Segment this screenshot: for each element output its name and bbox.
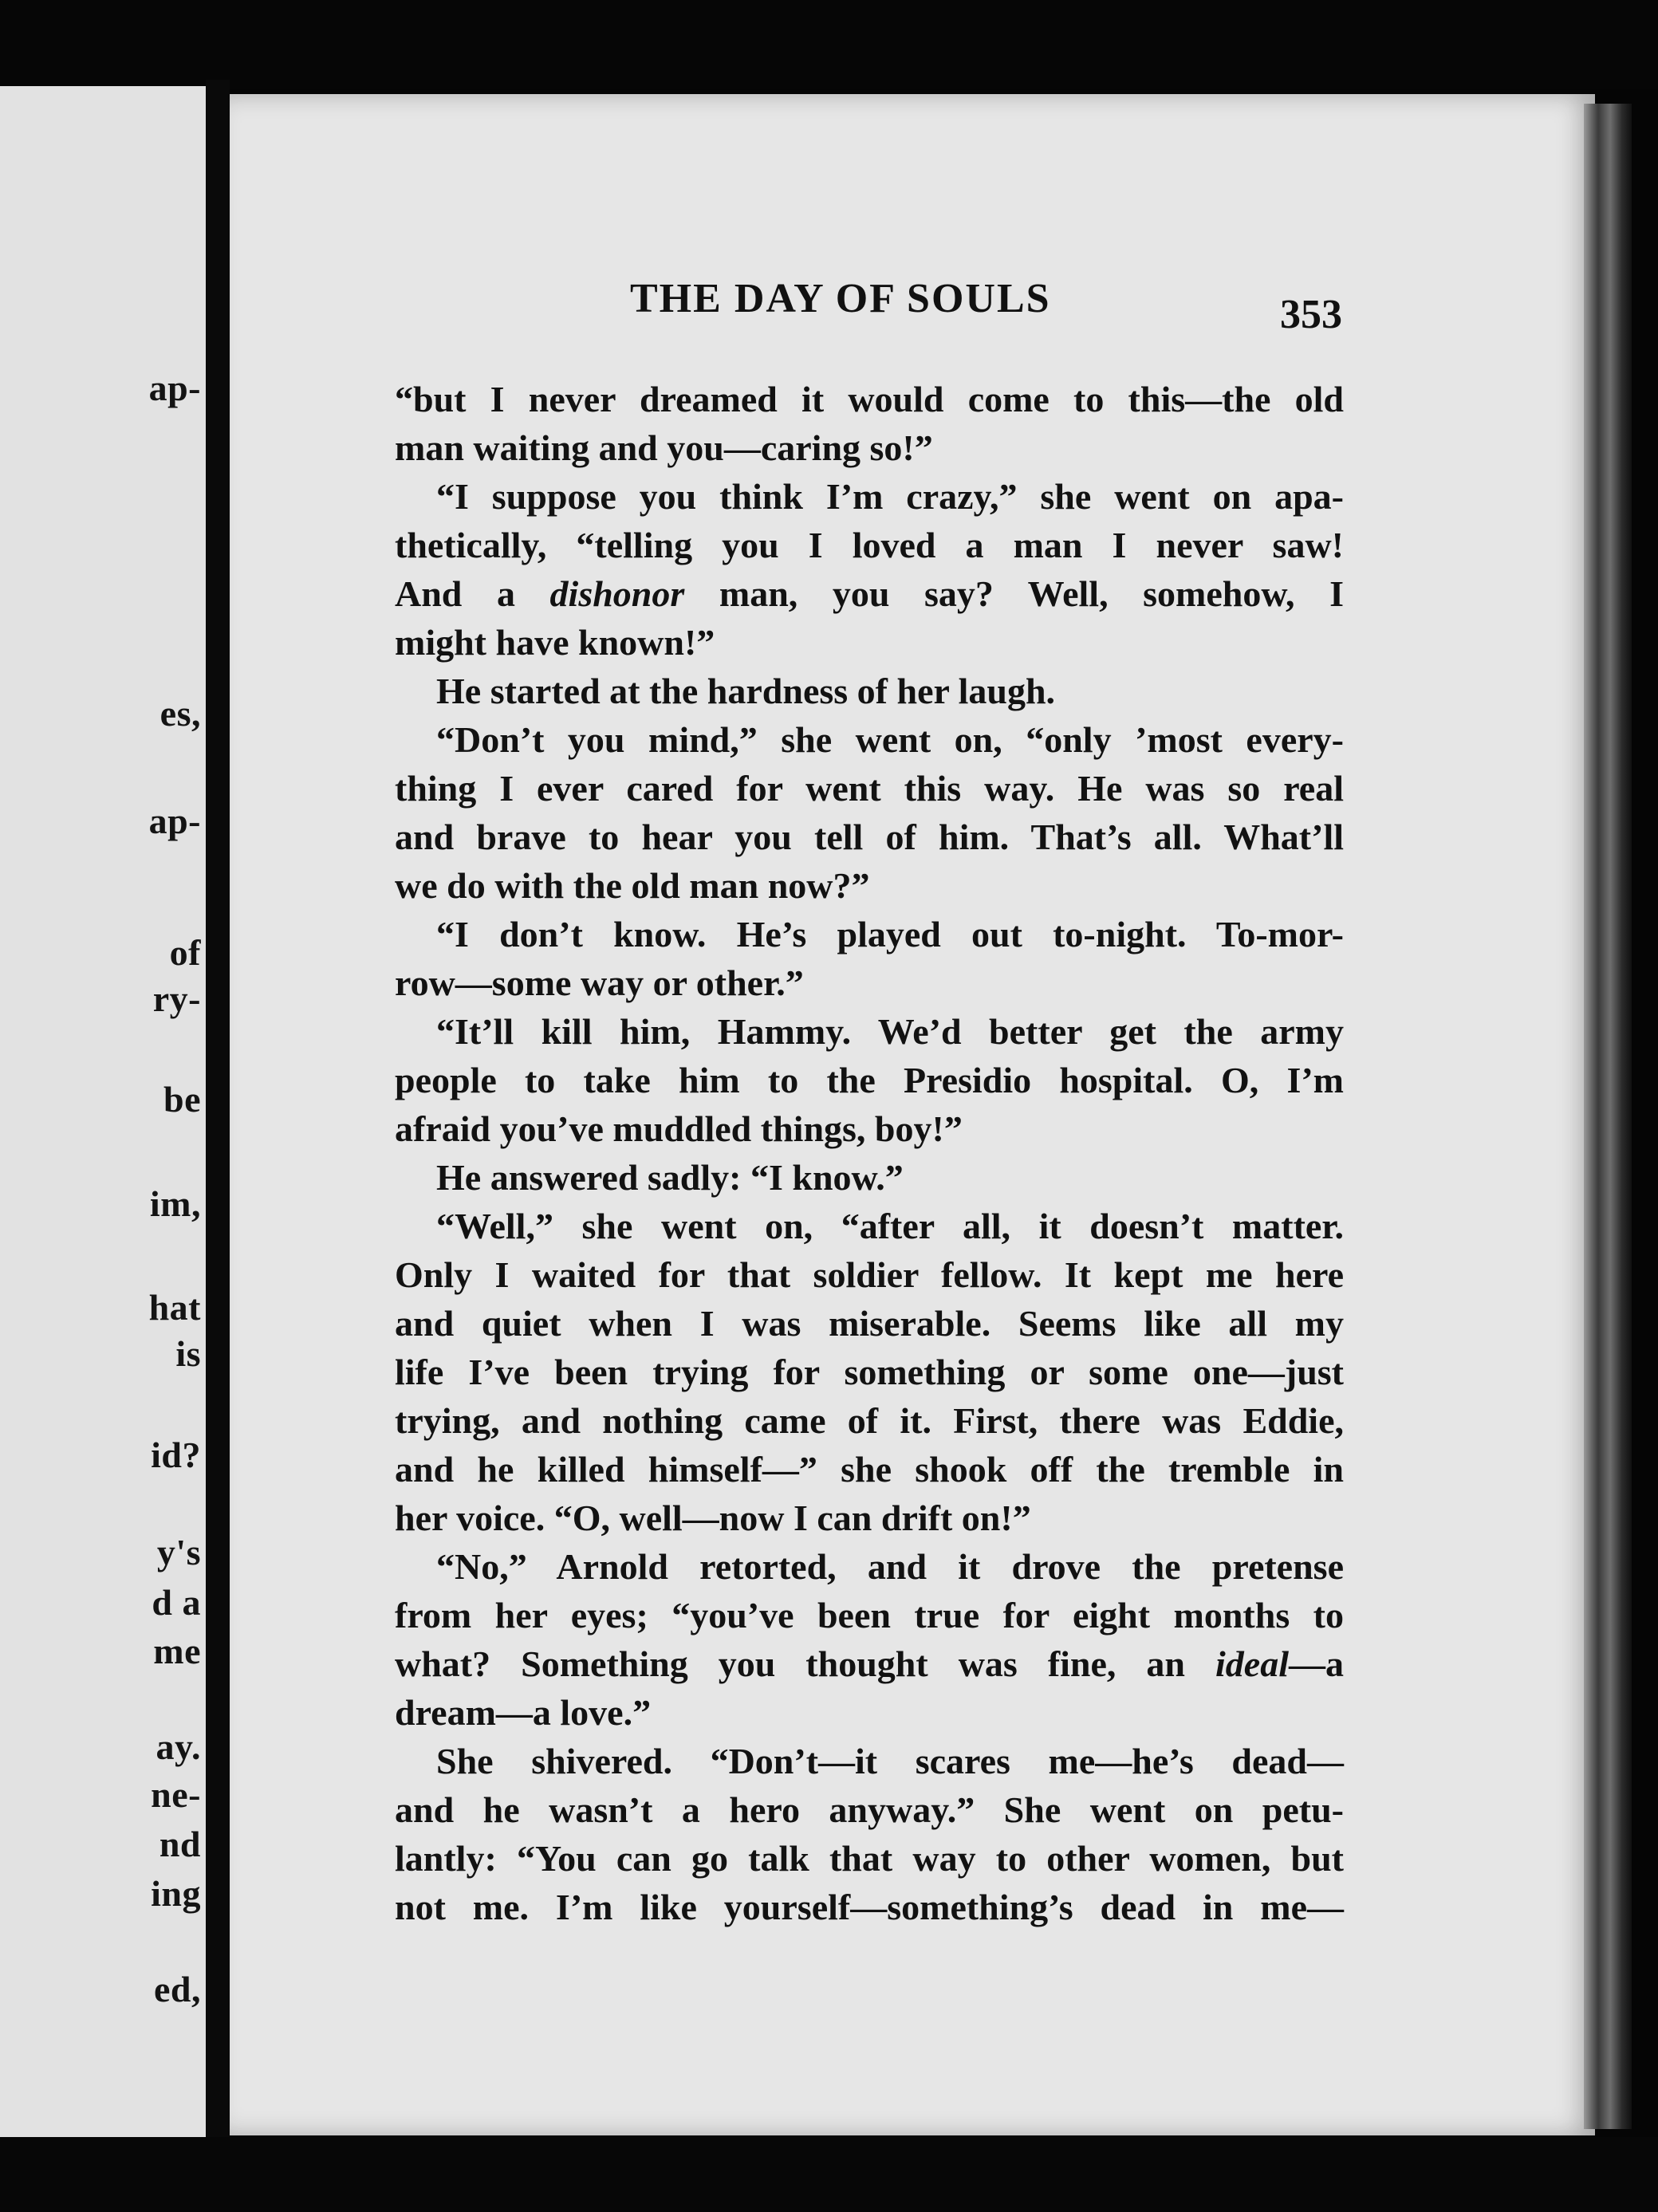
text-line-mixed [395, 569, 1344, 618]
text-line: people to take him to the Presidio hospital. O, I’m [395, 1060, 1344, 1100]
text-line: dream—a love.” [395, 1692, 652, 1733]
page-edge [1584, 104, 1632, 2129]
text-segment: —a [1289, 1643, 1345, 1684]
facing-page-left [0, 86, 206, 2137]
text-line: “Don’t you mind,” she went on, “only ’most every- [436, 719, 1344, 760]
bottom-dark-band [0, 2137, 1658, 2212]
text-line: we do with the old man now?” [395, 865, 870, 906]
text-line: not me. I’m like yourself—something’s dead in me— [395, 1887, 1344, 1927]
left-page-fragment: im, [149, 1183, 201, 1224]
left-page-fragment: hat [148, 1287, 201, 1328]
text-line: “No,” Arnold retorted, and it drove the pretense [436, 1546, 1344, 1587]
left-page-fragment: ed, [154, 1969, 201, 2009]
left-page-fragment: ap- [148, 368, 201, 408]
text-line: and quiet when I was miserable. Seems like all my [395, 1303, 1344, 1344]
text-line: her voice. “O, well—now I can drift on!” [395, 1498, 1031, 1538]
text-segment: what? Something you thought was fine, an [395, 1643, 1186, 1684]
top-dark-band [0, 0, 1658, 89]
text-line: thetically, “telling you I loved a man I never saw! [395, 525, 1344, 565]
left-page-fragment: nd [159, 1824, 201, 1864]
text-line: “Well,” she went on, “after all, it doesn’t matter. [436, 1206, 1344, 1246]
text-line: trying, and nothing came of it. First, there was Eddie, [395, 1400, 1344, 1441]
left-page-fragment: be [163, 1079, 201, 1120]
text-line: He answered sadly: “I know.” [436, 1157, 904, 1198]
text-line: and he killed himself—” she shook off the tremble in [395, 1449, 1344, 1490]
left-page-fragment: ay. [156, 1726, 201, 1767]
text-line: man waiting and you—caring so!” [395, 427, 933, 468]
text-line-mixed [395, 1639, 1344, 1688]
text-line: “I don’t know. He’s played out to-night. To-mor- [436, 914, 1344, 954]
left-page-fragment: ap- [148, 801, 201, 841]
left-page-fragment: id? [151, 1435, 201, 1475]
italic-word: dishonor [549, 573, 685, 614]
text-line: from her eyes; “you’ve been true for eight months to [395, 1595, 1344, 1635]
left-page-fragment: is [175, 1333, 201, 1374]
left-page-fragment: d a [152, 1582, 201, 1623]
book-gutter [206, 80, 230, 2153]
text-line: Only I waited for that soldier fellow. It kept me here [395, 1254, 1344, 1295]
left-page-fragment: y's [156, 1532, 201, 1572]
left-page-fragment: es, [159, 693, 201, 734]
text-line: row—some way or other.” [395, 962, 804, 1003]
body-text [395, 375, 1344, 1931]
text-line: He started at the hardness of her laugh. [436, 671, 1056, 711]
text-line: “It’ll kill him, Hammy. We’d better get the army [436, 1011, 1344, 1052]
running-head: THE DAY OF SOULS [630, 276, 1051, 321]
text-segment: And a [395, 573, 515, 614]
text-line: might have known!” [395, 622, 715, 663]
left-page-fragment: ing [151, 1873, 201, 1914]
left-page-fragment: ry- [152, 978, 201, 1019]
text-line: lantly: “You can go talk that way to other women, but [395, 1838, 1344, 1879]
text-line: “I suppose you think I’m crazy,” she went on apa- [436, 476, 1344, 517]
left-page-fragment: ne- [151, 1774, 201, 1815]
page-number: 353 [1280, 292, 1342, 337]
text-line: afraid you’ve muddled things, boy!” [395, 1108, 963, 1149]
text-line: life I’ve been trying for something or some one—just [395, 1352, 1344, 1392]
text-line: thing I ever cared for went this way. He was so real [395, 768, 1344, 809]
text-line: and he wasn’t a hero anyway.” She went on petu- [395, 1789, 1344, 1830]
text-line: and brave to hear you tell of him. That’s all. What’ll [395, 817, 1344, 857]
left-page-fragment: me [153, 1631, 201, 1671]
text-segment: man, you say? Well, somehow, I [719, 573, 1345, 614]
text-line: “but I never dreamed it would come to this—the old [395, 379, 1344, 419]
italic-word: ideal [1215, 1643, 1290, 1684]
text-line: She shivered. “Don’t—it scares me—he’s dead— [436, 1741, 1344, 1781]
left-page-fragment: of [169, 932, 201, 973]
